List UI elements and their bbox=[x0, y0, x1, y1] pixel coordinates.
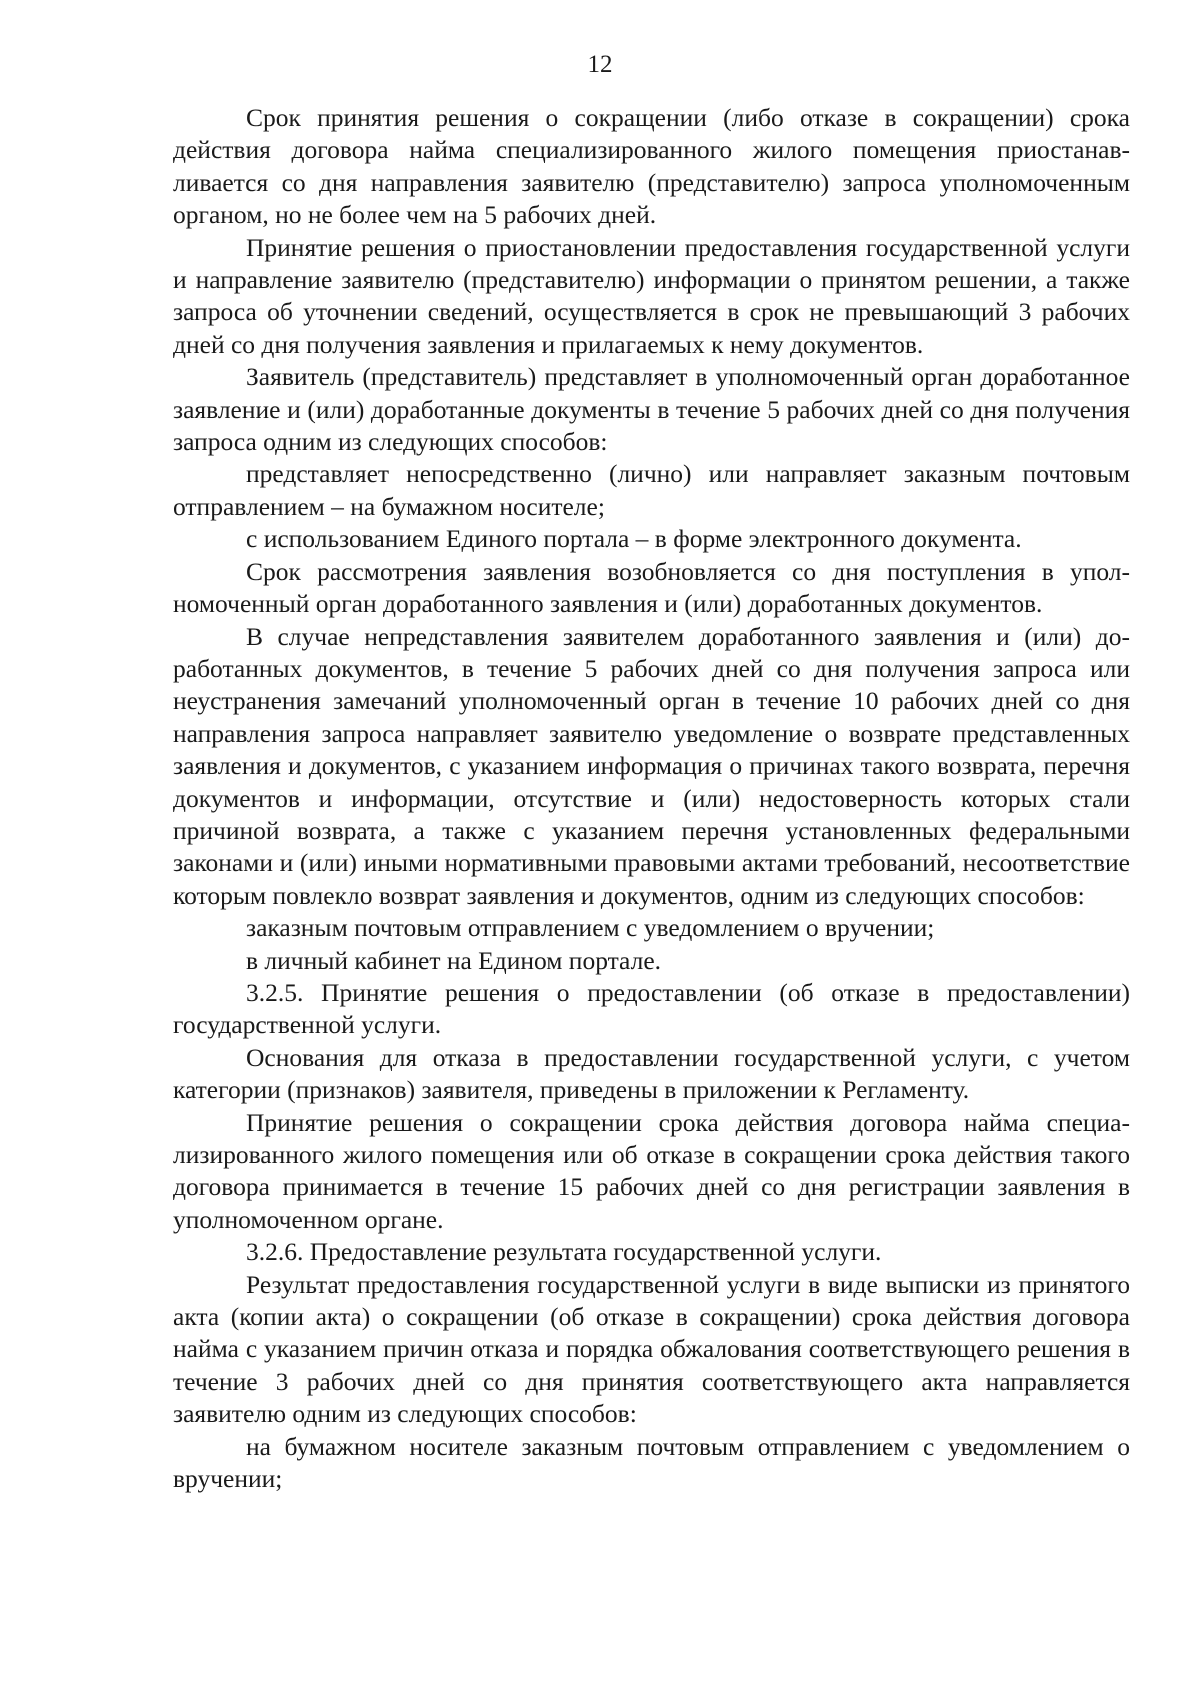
paragraph-9: в личный кабинет на Едином портале. bbox=[246, 945, 662, 975]
paragraph-15: на бумажном носителе заказным почтовым отправлением с уведомлением о вручении; bbox=[173, 1431, 1130, 1494]
paragraph-2: Принятие решения о приостановлении предоставления государственной услуги и направление заявителю (представителю) информации о принятом решении, а также запроса об уточнении сведений, осуществляется в срок не превышающий 3 рабочих дней со дня получения заявления и прилагаемых к нему документов. bbox=[173, 232, 1130, 359]
paragraph-14: Результат предоставления государственной услуги в виде выписки из принятого акта (копии акта) о сокращении (об отказе в сокращении) срока действия договора найма с указанием причин отказа и порядка обжалования соответствующего решения в течение 3 рабочих дней со дня принятия соответствующего акта направляется заявителю одним из следующих способов: bbox=[173, 1269, 1130, 1429]
paragraph-12: Принятие решения о сокращении срока действия договора найма специализированного жилого помещения или об отказе в сокращении срока действия такого договора принимается в течение 15 рабочих дней со дня регистрации заявления в уполномоченном органе. bbox=[173, 1107, 1130, 1234]
paragraph-1: Срок принятия решения о сокращении (либо отказе в сокращении) срока действия договора найма специализированного жилого помещения приостанавливается со дня направления заявителю (представителю) запроса уполномоченным органом, но не более чем на 5 рабочих дней. bbox=[173, 103, 1130, 230]
paragraph-5: с использованием Единого портала – в форме электронного документа. bbox=[246, 524, 1022, 554]
page-number: 12 bbox=[587, 51, 613, 78]
paragraph-4: представляет непосредственно (лично) или направляет заказным почтовым отправлением – на бумажном носителе; bbox=[173, 459, 1130, 521]
paragraph-11: Основания для отказа в предоставлении государственной услуги, с учетом категории (признаков) заявителя, приведены в приложении к Регламенту. bbox=[173, 1042, 1130, 1105]
paragraph-3: Заявитель (представитель) представляет в уполномоченный орган доработанное заявление и (или) доработанные документы в течение 5 рабочих дней со дня получения запроса одним из следующих способов: bbox=[173, 362, 1130, 457]
section-heading-3-2-5: 3.2.5. Принятие решения о предоставлении (об отказе в предоставлении) государственной услуги. bbox=[173, 977, 1130, 1040]
document-body bbox=[173, 102, 1130, 1495]
paragraph-6: Срок рассмотрения заявления возобновляется со дня поступления в уполномоченный орган доработанного заявления и (или) доработанных документов. bbox=[173, 556, 1130, 619]
paragraph-8: заказным почтовым отправлением с уведомлением о вручении; bbox=[246, 913, 935, 943]
paragraph-7: В случае непредставления заявителем доработанного заявления и (или) доработанных документов, в течение 5 рабочих дней со дня получения запроса или неустранения замечаний уполномоченный орган в течение 10 рабочих дней со дня направления запроса направляет заявителю уведомление о возврате представленных заявления и документов, с указанием информация о причинах такого возврата, перечня документов и информации, отсутствие и (или) недостоверность которых стали причиной возврата, а также с указанием перечня установленных федеральными законами и (или) иными нормативными правовыми актами требований, несоответствие которым повлекло возврат заявления и документов, одним из следующих способов: bbox=[173, 621, 1130, 910]
section-heading-3-2-6: 3.2.6. Предоставление результата государственной услуги. bbox=[246, 1237, 882, 1267]
